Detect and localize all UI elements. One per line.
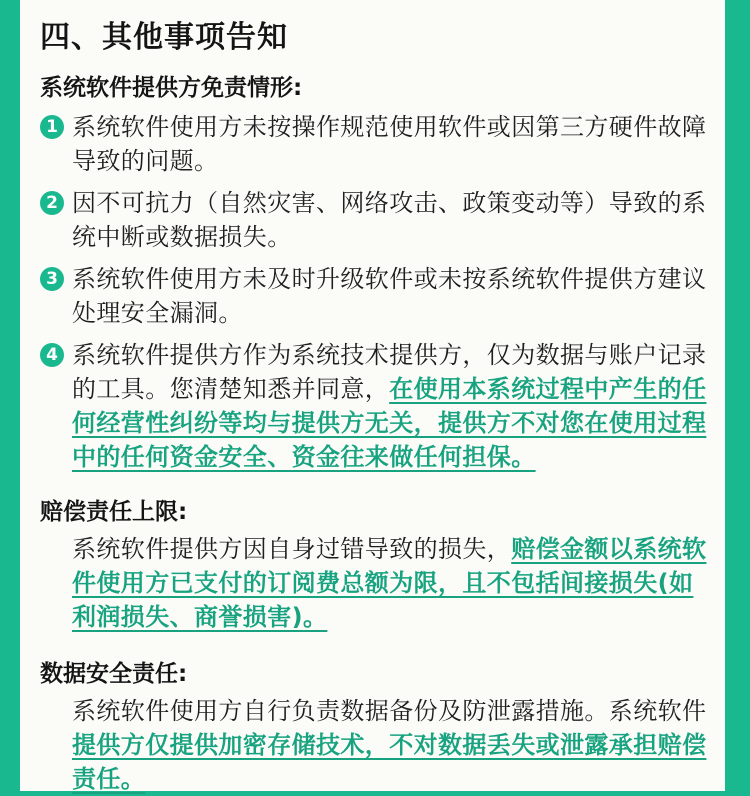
- plain-text: 系统软件使用方自行负责数据备份及防泄露措施。系统软件: [72, 697, 707, 725]
- number-badge: 1: [40, 115, 64, 139]
- list-item-text: 系统软件使用方未按操作规范使用软件或因第三方硬件故障导致的问题。: [72, 113, 707, 175]
- compensation-paragraph: [40, 532, 711, 634]
- section-heading: 四、其他事项告知: [40, 20, 288, 55]
- plain-text: 系统软件提供方作为系统技术提供方，仅为数据与账户记录的工具。您清楚知悉并同意，: [72, 341, 707, 403]
- compensation-title: 赔偿责任上限:: [40, 499, 188, 525]
- list-item-text: [72, 338, 711, 474]
- disclaimer-title: 系统软件提供方免责情形:: [40, 75, 303, 101]
- highlighted-text: 提供方仅提供加密存储技术，不对数据丢失或泄露承担赔偿责任。: [72, 731, 707, 793]
- number-badge: 3: [40, 267, 64, 291]
- notice-card: [20, 0, 725, 791]
- data-security-title: 数据安全责任:: [40, 661, 188, 687]
- plain-text: 系统软件提供方因自身过错导致的损失，: [72, 535, 512, 563]
- highlighted-text: 在使用本系统过程中产生的任何经营性纠纷等均与提供方无关，提供方不对您在使用过程中的任何资金安全、资金往来做任何担保。: [72, 375, 707, 471]
- disclaimer-list: [40, 110, 711, 474]
- list-item: [40, 338, 711, 474]
- list-item: [40, 110, 711, 178]
- number-badge: 2: [40, 191, 64, 215]
- list-item-text: 因不可抗力（自然灾害、网络攻击、政策变动等）导致的系统中断或数据损失。: [72, 189, 707, 251]
- list-item: [40, 262, 711, 330]
- list-item-text: 系统软件使用方未及时升级软件或未按系统软件提供方建议处理安全漏洞。: [72, 265, 707, 327]
- data-security-paragraph: [40, 694, 711, 796]
- highlighted-text: 赔偿金额以系统软件使用方已支付的订阅费总额为限，且不包括间接损失(如利润损失、商誉损害)。: [72, 535, 707, 631]
- number-badge: 4: [40, 343, 64, 367]
- list-item: [40, 186, 711, 254]
